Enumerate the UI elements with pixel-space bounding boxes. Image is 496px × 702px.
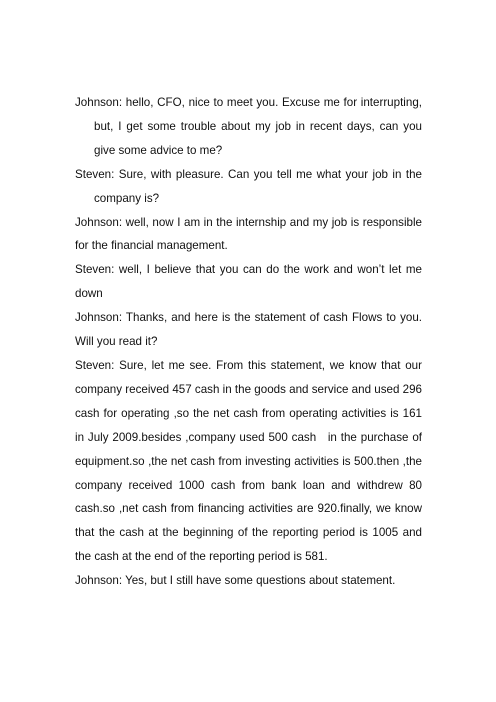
paragraph-johnson-3: Johnson: Thanks, and here is the statement of cash Flows to you. Will you read it? [75, 311, 422, 349]
paragraph-johnson-2: Johnson: well, now I am in the internship and my job is responsible for the financial management. [75, 215, 422, 253]
paragraph-steven-3: Steven: Sure, let me see. From this statement, we know that our company received 457 cash in the goods and service and used 296 cash for operating ,so the net cash from operating activities is 161 in July 2009.besides ,company used 500 cash in the purchase of equipment.so ,the net cash from investing activities is 500.then ,the company received 1000 cash from bank loan and withdrew 80 cash.so ,net cash from financing activities are 920.finally, we know that the cash at the beginning of the reporting period is 1005 and the cash at the end of the reporting period is 581. [75, 358, 422, 564]
paragraph-steven-1: Steven: Sure, with pleasure. Can you tell me what your job in the company is? [75, 167, 422, 205]
paragraph-johnson-1: Johnson: hello, CFO, nice to meet you. Excuse me for interrupting, but, I get some trouble about my job in recent days, can you give some advice to me? [75, 96, 422, 157]
dialogue-text [75, 91, 422, 593]
paragraph-johnson-4: Johnson: Yes, but I still have some questions about statement. [75, 574, 396, 588]
paragraph-steven-2: Steven: well, I believe that you can do the work and won’t let me down [75, 263, 422, 301]
